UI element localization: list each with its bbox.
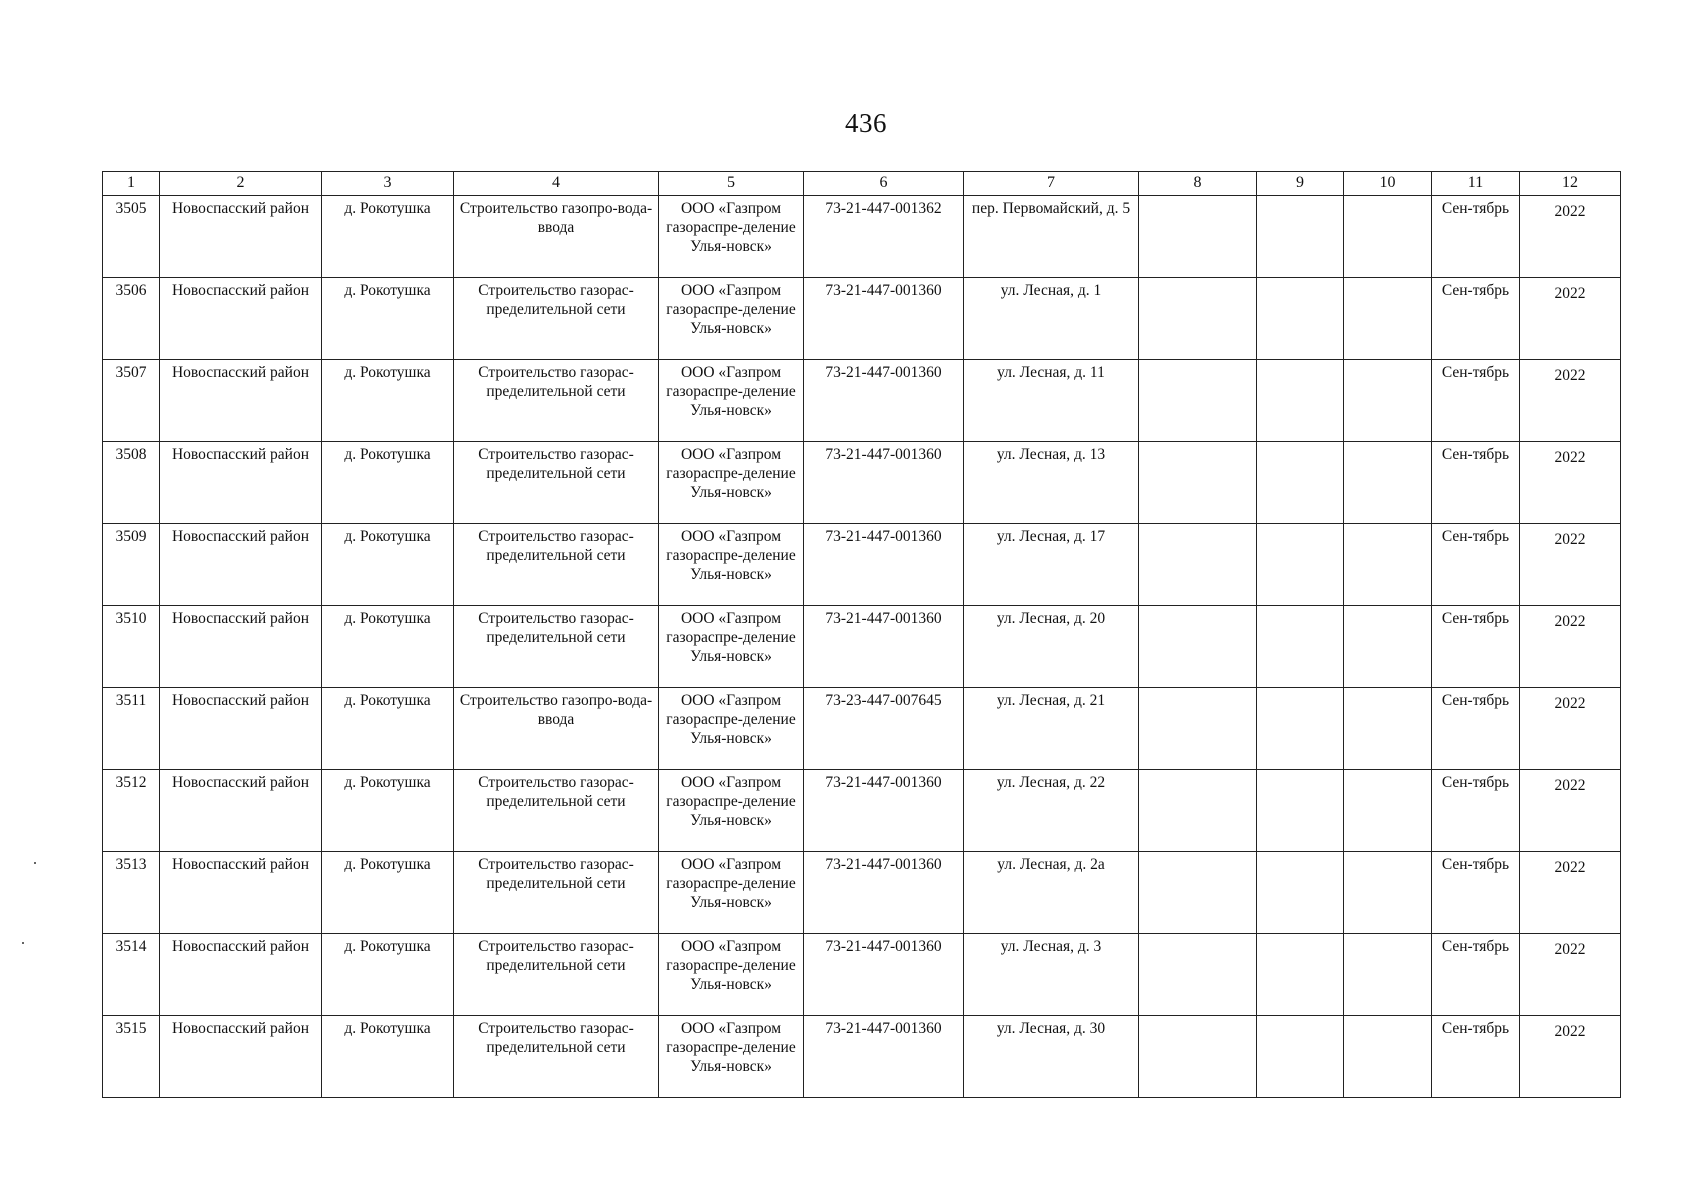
row-number-cell: 3508 — [103, 442, 160, 524]
cadastral-number-cell: 73-21-447-001360 — [804, 1016, 964, 1098]
address-cell: ул. Лесная, д. 30 — [964, 1016, 1139, 1098]
row-number-cell: 3510 — [103, 606, 160, 688]
row-number-cell: 3512 — [103, 770, 160, 852]
column-9-cell — [1257, 770, 1344, 852]
row-number-cell: 3511 — [103, 688, 160, 770]
month-cell: Сен-тябрь — [1432, 606, 1520, 688]
column-9-cell — [1257, 360, 1344, 442]
settlement-cell: д. Рокотушка — [322, 360, 454, 442]
object-cell: Строительство газопро-вода-ввода — [454, 688, 659, 770]
column-10-cell — [1344, 524, 1432, 606]
row-number-cell: 3509 — [103, 524, 160, 606]
address-cell: пер. Первомайский, д. 5 — [964, 196, 1139, 278]
month-cell: Сен-тябрь — [1432, 360, 1520, 442]
row-number-cell: 3513 — [103, 852, 160, 934]
settlement-cell: д. Рокотушка — [322, 278, 454, 360]
cadastral-number-cell: 73-23-447-007645 — [804, 688, 964, 770]
settlement-cell: д. Рокотушка — [322, 196, 454, 278]
column-9-cell — [1257, 278, 1344, 360]
column-header: 6 — [804, 172, 964, 196]
cadastral-number-cell: 73-21-447-001360 — [804, 852, 964, 934]
address-cell: ул. Лесная, д. 20 — [964, 606, 1139, 688]
object-cell: Строительство газорас-пределительной сети — [454, 934, 659, 1016]
month-cell: Сен-тябрь — [1432, 278, 1520, 360]
column-header: 8 — [1139, 172, 1257, 196]
address-cell: ул. Лесная, д. 21 — [964, 688, 1139, 770]
settlement-cell: д. Рокотушка — [322, 524, 454, 606]
column-header: 3 — [322, 172, 454, 196]
settlement-cell: д. Рокотушка — [322, 606, 454, 688]
column-header: 4 — [454, 172, 659, 196]
district-cell: Новоспасский район — [160, 196, 322, 278]
cadastral-number-cell: 73-21-447-001360 — [804, 606, 964, 688]
month-cell: Сен-тябрь — [1432, 852, 1520, 934]
row-number-cell: 3506 — [103, 278, 160, 360]
table-row — [103, 196, 1621, 278]
column-10-cell — [1344, 934, 1432, 1016]
column-header: 5 — [659, 172, 804, 196]
column-8-cell — [1139, 934, 1257, 1016]
table-row — [103, 278, 1621, 360]
table-row — [103, 1016, 1621, 1098]
address-cell: ул. Лесная, д. 22 — [964, 770, 1139, 852]
address-cell: ул. Лесная, д. 13 — [964, 442, 1139, 524]
registry-table — [102, 171, 1621, 1098]
row-number-cell: 3505 — [103, 196, 160, 278]
address-cell: ул. Лесная, д. 17 — [964, 524, 1139, 606]
address-cell: ул. Лесная, д. 3 — [964, 934, 1139, 1016]
column-8-cell — [1139, 442, 1257, 524]
column-header: 10 — [1344, 172, 1432, 196]
column-9-cell — [1257, 934, 1344, 1016]
settlement-cell: д. Рокотушка — [322, 934, 454, 1016]
column-8-cell — [1139, 524, 1257, 606]
column-9-cell — [1257, 606, 1344, 688]
month-cell: Сен-тябрь — [1432, 688, 1520, 770]
table-row — [103, 934, 1621, 1016]
month-cell: Сен-тябрь — [1432, 934, 1520, 1016]
year-cell: 2022 — [1520, 934, 1621, 1016]
column-8-cell — [1139, 196, 1257, 278]
scan-speck — [22, 942, 24, 944]
column-10-cell — [1344, 688, 1432, 770]
column-header: 7 — [964, 172, 1139, 196]
column-8-cell — [1139, 1016, 1257, 1098]
year-cell: 2022 — [1520, 770, 1621, 852]
month-cell: Сен-тябрь — [1432, 1016, 1520, 1098]
table-row — [103, 606, 1621, 688]
column-9-cell — [1257, 196, 1344, 278]
column-10-cell — [1344, 196, 1432, 278]
organization-cell: ООО «Газпром газораспре-деление Улья-новск» — [659, 442, 804, 524]
cadastral-number-cell: 73-21-447-001360 — [804, 934, 964, 1016]
organization-cell: ООО «Газпром газораспре-деление Улья-новск» — [659, 770, 804, 852]
month-cell: Сен-тябрь — [1432, 524, 1520, 606]
organization-cell: ООО «Газпром газораспре-деление Улья-новск» — [659, 606, 804, 688]
column-9-cell — [1257, 852, 1344, 934]
column-10-cell — [1344, 770, 1432, 852]
month-cell: Сен-тябрь — [1432, 770, 1520, 852]
settlement-cell: д. Рокотушка — [322, 688, 454, 770]
district-cell: Новоспасский район — [160, 442, 322, 524]
object-cell: Строительство газорас-пределительной сети — [454, 852, 659, 934]
column-header: 2 — [160, 172, 322, 196]
district-cell: Новоспасский район — [160, 852, 322, 934]
district-cell: Новоспасский район — [160, 524, 322, 606]
column-8-cell — [1139, 770, 1257, 852]
object-cell: Строительство газорас-пределительной сети — [454, 278, 659, 360]
district-cell: Новоспасский район — [160, 770, 322, 852]
column-header: 9 — [1257, 172, 1344, 196]
table-row — [103, 442, 1621, 524]
object-cell: Строительство газопро-вода-ввода — [454, 196, 659, 278]
row-number-cell: 3514 — [103, 934, 160, 1016]
table-row — [103, 524, 1621, 606]
column-9-cell — [1257, 524, 1344, 606]
column-9-cell — [1257, 442, 1344, 524]
cadastral-number-cell: 73-21-447-001360 — [804, 770, 964, 852]
row-number-cell: 3507 — [103, 360, 160, 442]
scan-speck — [34, 862, 36, 864]
month-cell: Сен-тябрь — [1432, 442, 1520, 524]
table-row — [103, 852, 1621, 934]
year-cell: 2022 — [1520, 442, 1621, 524]
object-cell: Строительство газорас-пределительной сети — [454, 770, 659, 852]
cadastral-number-cell: 73-21-447-001360 — [804, 524, 964, 606]
table-row — [103, 360, 1621, 442]
district-cell: Новоспасский район — [160, 934, 322, 1016]
address-cell: ул. Лесная, д. 11 — [964, 360, 1139, 442]
district-cell: Новоспасский район — [160, 606, 322, 688]
column-10-cell — [1344, 442, 1432, 524]
settlement-cell: д. Рокотушка — [322, 1016, 454, 1098]
district-cell: Новоспасский район — [160, 688, 322, 770]
year-cell: 2022 — [1520, 524, 1621, 606]
organization-cell: ООО «Газпром газораспре-деление Улья-новск» — [659, 1016, 804, 1098]
column-9-cell — [1257, 688, 1344, 770]
organization-cell: ООО «Газпром газораспре-деление Улья-новск» — [659, 360, 804, 442]
address-cell: ул. Лесная, д. 1 — [964, 278, 1139, 360]
object-cell: Строительство газорас-пределительной сети — [454, 1016, 659, 1098]
settlement-cell: д. Рокотушка — [322, 852, 454, 934]
column-header: 12 — [1520, 172, 1621, 196]
year-cell: 2022 — [1520, 278, 1621, 360]
settlement-cell: д. Рокотушка — [322, 442, 454, 524]
table-row — [103, 770, 1621, 852]
organization-cell: ООО «Газпром газораспре-деление Улья-новск» — [659, 524, 804, 606]
column-number-row — [103, 172, 1621, 196]
year-cell: 2022 — [1520, 852, 1621, 934]
column-10-cell — [1344, 360, 1432, 442]
column-10-cell — [1344, 1016, 1432, 1098]
organization-cell: ООО «Газпром газораспре-деление Улья-новск» — [659, 934, 804, 1016]
page-number: 436 — [845, 108, 887, 138]
district-cell: Новоспасский район — [160, 278, 322, 360]
column-8-cell — [1139, 606, 1257, 688]
column-10-cell — [1344, 278, 1432, 360]
registry-body — [103, 196, 1621, 1098]
month-cell: Сен-тябрь — [1432, 196, 1520, 278]
column-8-cell — [1139, 360, 1257, 442]
year-cell: 2022 — [1520, 1016, 1621, 1098]
year-cell: 2022 — [1520, 606, 1621, 688]
settlement-cell: д. Рокотушка — [322, 770, 454, 852]
column-header: 1 — [103, 172, 160, 196]
row-number-cell: 3515 — [103, 1016, 160, 1098]
cadastral-number-cell: 73-21-447-001360 — [804, 442, 964, 524]
column-8-cell — [1139, 278, 1257, 360]
column-10-cell — [1344, 606, 1432, 688]
object-cell: Строительство газорас-пределительной сети — [454, 524, 659, 606]
cadastral-number-cell: 73-21-447-001360 — [804, 360, 964, 442]
object-cell: Строительство газорас-пределительной сети — [454, 606, 659, 688]
column-9-cell — [1257, 1016, 1344, 1098]
year-cell: 2022 — [1520, 688, 1621, 770]
object-cell: Строительство газорас-пределительной сети — [454, 360, 659, 442]
cadastral-number-cell: 73-21-447-001360 — [804, 278, 964, 360]
year-cell: 2022 — [1520, 360, 1621, 442]
table-row — [103, 688, 1621, 770]
column-header: 11 — [1432, 172, 1520, 196]
address-cell: ул. Лесная, д. 2а — [964, 852, 1139, 934]
cadastral-number-cell: 73-21-447-001362 — [804, 196, 964, 278]
organization-cell: ООО «Газпром газораспре-деление Улья-новск» — [659, 852, 804, 934]
column-8-cell — [1139, 688, 1257, 770]
organization-cell: ООО «Газпром газораспре-деление Улья-новск» — [659, 196, 804, 278]
column-8-cell — [1139, 852, 1257, 934]
year-cell: 2022 — [1520, 196, 1621, 278]
object-cell: Строительство газорас-пределительной сети — [454, 442, 659, 524]
district-cell: Новоспасский район — [160, 360, 322, 442]
organization-cell: ООО «Газпром газораспре-деление Улья-новск» — [659, 688, 804, 770]
column-10-cell — [1344, 852, 1432, 934]
organization-cell: ООО «Газпром газораспре-деление Улья-новск» — [659, 278, 804, 360]
district-cell: Новоспасский район — [160, 1016, 322, 1098]
